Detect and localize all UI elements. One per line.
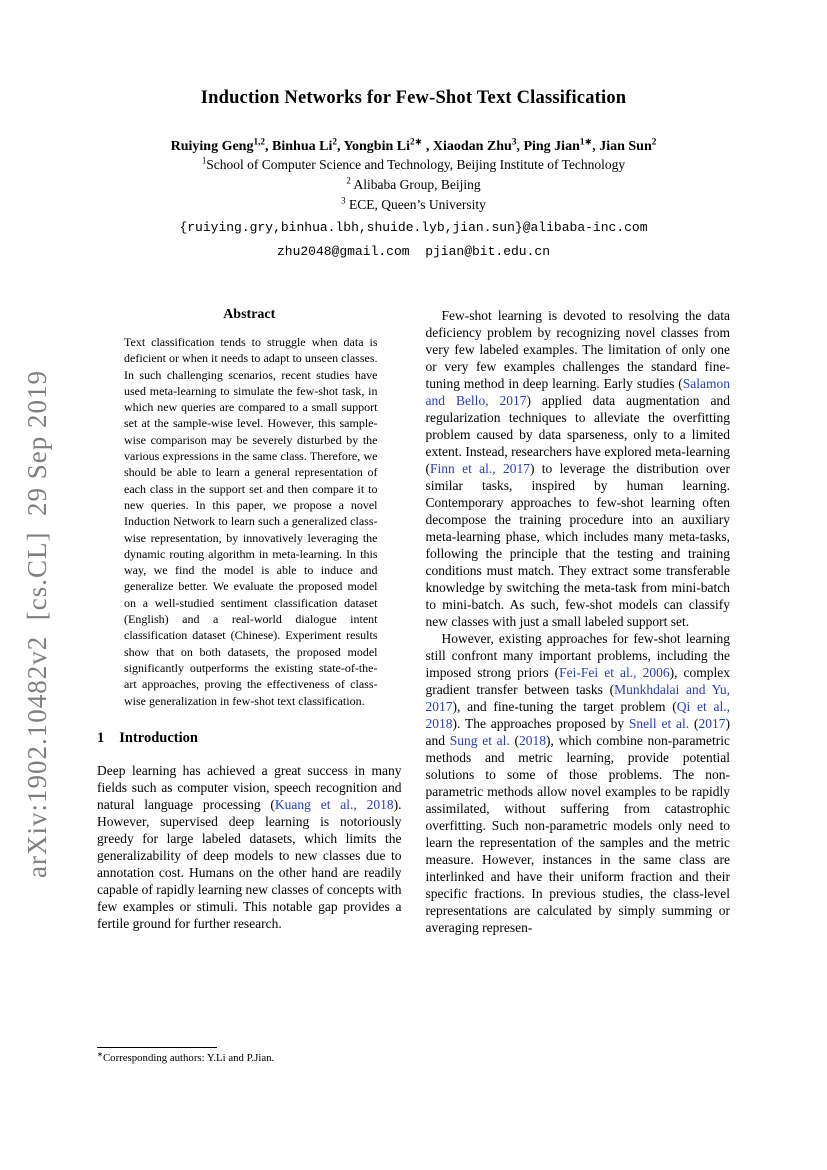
section-title: Introduction: [119, 729, 198, 746]
text-run: , Yongbin Li: [336, 139, 410, 154]
two-column-body: [0, 307, 827, 1067]
superscript: ∗: [97, 1050, 103, 1059]
superscript: 1: [201, 155, 207, 166]
citation-link[interactable]: 2018: [519, 733, 547, 748]
section-number: 1: [97, 729, 105, 746]
text-run: ) and: [425, 716, 730, 748]
superscript: 2: [332, 136, 337, 147]
abstract-text: Text classification tends to struggle when data is deficient or when it needs to adapt to unseen classes. In such challenging scenarios, recent studies have used meta-learning to simulate the few-shot task, in which new queries are compared to a small support set at the sample-wise level. However, this sample-wise comparison may be severely disturbed by the various expressions in the same class. Therefore, we should be able to learn a general representation of each class in the support set and then compare it to new queries. In this paper, we propose a novel Induction Network to learn such a generalized class-wise representation, by innovatively leveraging the dynamic routing algorithm in meta-learning. In this way, we find the model is able to induce and generalize better. We evaluate the proposed model on a well-studied sentiment classification dataset (English) and a real-world dialogue intent classification dataset (Chinese). Experiment results show that on both datasets, the proposed model significantly outperforms the existing state-of-the-art approaches, proving the effectiveness of class-wise generalization in few-shot text classification.: [124, 335, 378, 708]
text-run: Ruiying Geng: [170, 139, 254, 154]
superscript: 1,2: [253, 136, 266, 147]
superscript: 2: [346, 175, 351, 186]
citation-link[interactable]: Qi et al., 2018: [425, 699, 730, 731]
text-run: School of Computer Science and Technology, Beijing Institute of Technology: [206, 157, 626, 172]
paper-title: Induction Networks for Few-Shot Text Classification: [200, 88, 627, 108]
text-run: (: [509, 733, 520, 748]
text-run: ). However, supervised deep learning is notoriously greedy for large labeled datasets, which limits the generalizability of deep models to new classes due to annotation cost. Humans on the other hand are readily capable of rapidly learning new classes of concepts with few examples or stimuli. This notable gap provides a fertile ground for further research.: [97, 796, 402, 931]
column-right: [426, 307, 731, 1067]
citation-link[interactable]: Fei-Fei et al., 2006: [559, 665, 670, 680]
citation-link[interactable]: Munkhdalai and Yu, 2017: [425, 682, 730, 714]
footnote-rule: [97, 1047, 217, 1048]
citation-link[interactable]: Snell et al.: [628, 716, 690, 731]
footnote: [97, 1047, 402, 1065]
text-run: , Xiaodan Zhu: [422, 139, 512, 154]
paper-header: [0, 0, 827, 263]
text-run: (: [689, 716, 699, 731]
intro-paragraph: [97, 762, 402, 932]
section-heading-introduction: [97, 730, 402, 747]
text-run: ) applied data augmentation and regularization techniques to alleviate the overfitting problem caused by data sparseness, only to a limited extent. Instead, researchers have explored meta-learning (: [425, 393, 730, 476]
text-run: Few-shot learning is devoted to resolving the data deficiency problem by recognizing novel classes from very few labeled examples. The limitation of only one or very few examples challenges the standard fine-tuning method in deep learning. Early studies (: [425, 308, 730, 391]
text-run: , Binhua Li: [265, 139, 333, 154]
text-run: However, existing approaches for few-shot learning still confront many important problems, including the imposed strong priors (: [425, 631, 730, 680]
authors-line: [0, 136, 827, 155]
text-run: ECE, Queen’s University: [345, 197, 486, 212]
citation-link[interactable]: 2017: [698, 716, 726, 731]
footnote-text: [97, 1052, 402, 1065]
abstract-heading: Abstract: [223, 307, 276, 322]
text-run: Corresponding authors: Y.Li and P.Jian.: [102, 1052, 275, 1064]
text-run: ), complex gradient transfer between tasks (: [425, 665, 730, 697]
column-left: [97, 307, 402, 1067]
body-paragraph-1: [426, 307, 731, 630]
superscript: 3: [511, 136, 517, 147]
text-run: , Jian Sun: [592, 139, 652, 154]
citation-link[interactable]: Sung et al.: [449, 733, 510, 748]
email-line-1: {ruiying.gry,binhua.lbh,shuide.lyb,jian.sun}@alibaba-inc.com: [179, 220, 648, 235]
body-paragraph-2: [426, 630, 731, 936]
affiliation-line-1: [0, 155, 827, 175]
text-run: ), and fine-tuning the target problem (: [452, 699, 677, 714]
affiliation-line-3: [0, 195, 827, 215]
text-run: ), which combine non-parametric methods and metric learning, provide potential solutions to some of those problems. The non-parametric methods allow novel examples to be rapidly assimilated, without suffering from catastrophic overfitting. Such non-parametric models only need to learn the representation of the samples and the metric measure. However, instances in the same class are interlinked and have their uniform fraction and their specific fractions. In previous studies, the class-level representations are calculated by simply summing or averaging represen-: [425, 733, 730, 935]
citation-link[interactable]: Kuang et al., 2018: [274, 796, 394, 812]
text-run: ) to leverage the distribution over similar tasks, inspired by human learning. Contemporary approaches to few-shot learning often decompose the training procedure into an auxiliary meta-learning phase, which includes many meta-tasks, following the principle that the testing and training conditions must match. They extract some transferable knowledge by switching the meta-task from mini-batch to mini-batch. As such, few-shot models can classify new classes with just a small labeled support set.: [425, 461, 730, 629]
text-run: Deep learning has achieved a great success in many fields such as computer vision, speech recognition and natural language processing (: [97, 762, 402, 812]
citation-link[interactable]: Salamon and Bello, 2017: [425, 376, 730, 408]
citation-link[interactable]: Finn et al., 2017: [430, 461, 530, 476]
text-run: Alibaba Group, Beijing: [350, 177, 481, 192]
superscript: 1∗: [579, 136, 593, 147]
arxiv-watermark: arXiv:1902.10482v2 [cs.CL] 29 Sep 2019: [22, 370, 52, 878]
superscript: 3: [341, 195, 346, 206]
superscript: 2: [651, 136, 657, 147]
superscript: 2∗: [409, 136, 423, 147]
text-run: ). The approaches proposed by: [452, 716, 629, 731]
text-run: , Ping Jian: [516, 139, 580, 154]
affiliation-line-2: [0, 175, 827, 195]
email-line-2: zhu2048@gmail.com pjian@bit.edu.cn: [276, 244, 551, 259]
